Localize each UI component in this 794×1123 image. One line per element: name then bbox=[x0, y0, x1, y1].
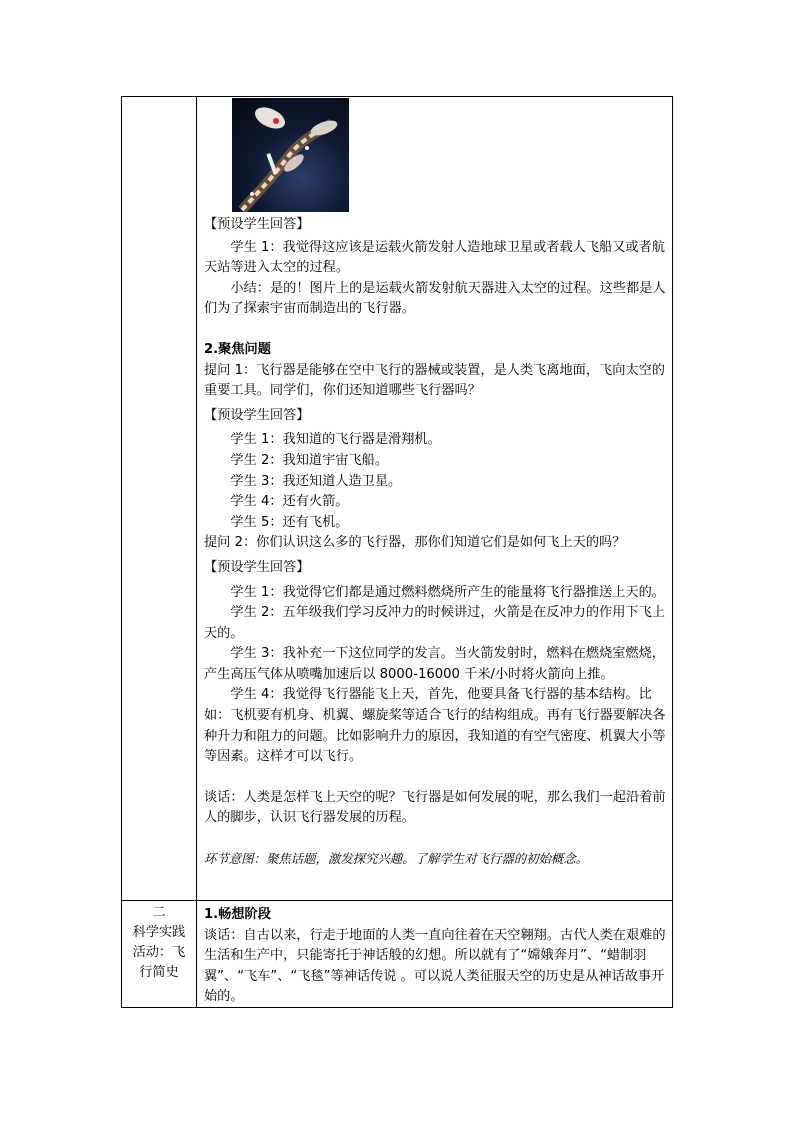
section-title: 2.聚焦问题 bbox=[204, 341, 271, 357]
bottom-content-cell bbox=[204, 905, 666, 1008]
question-text: 提问 1：飞行器是能够在空中飞行的器械或装置，是人类飞离地面，飞向太空的重要工具。同学们，你们还知道哪些飞行器吗？ bbox=[204, 362, 665, 399]
student-answer: 学生 2：五年级我们学习反冲力的时候讲过，火箭是在反冲力的作用下飞上天的。 bbox=[204, 605, 665, 641]
column-divider bbox=[196, 97, 197, 1007]
student-answer: 学生 5：还有飞机。 bbox=[230, 514, 349, 530]
rocket-launch-image bbox=[232, 98, 349, 212]
student-answer: 学生 4：我觉得飞行器能飞上天，首先，他要具备飞行器的基本结构。比如：飞机要有机身、机翼、螺旋桨等适合飞行的结构组成。再有飞行器要解决各种升力和阻力的问题。比如影响升力的原因，我知道的有空气密度、机翼大小等等因素。这样才可以飞行。 bbox=[204, 687, 666, 765]
student-answer: 学生 4：还有火箭。 bbox=[230, 494, 349, 510]
design-intent-note: 环节意图：聚焦话题，激发探究兴趣。了解学生对飞行器的初始概念。 bbox=[204, 851, 589, 867]
summary-text: 小结：是的！图片上的是运载火箭发射航天器进入太空的过程。这些都是人们为了探索宇宙而制造出的飞行器。 bbox=[204, 280, 666, 317]
row-divider bbox=[122, 900, 672, 901]
activity-label-cell bbox=[122, 903, 196, 983]
activity-label-line: 行简史 bbox=[139, 965, 179, 980]
rocket-illustration bbox=[232, 98, 349, 212]
talk-text: 谈话：自古以来，行走于地面的人类一直向往着在天空翱翔。古代人类在艰难的生活和生产中，只能寄托于神话般的幻想。所以就有了“嫦娥奔月”、“蜡制羽翼”、“飞车”、“飞毯”等神话传说 。可以说人类征服天空的历史是从神话故事开始的。 bbox=[204, 927, 666, 1005]
preset-answers-header: 【预设学生回答】 bbox=[204, 407, 310, 423]
talk-text: 谈话：人类是怎样飞上天空的呢？飞行器是如何发展的呢，那么我们一起沿着前人的脚步，认识飞行器发展的历程。 bbox=[204, 789, 666, 826]
student-answer: 学生 1：我觉得这应该是运载火箭发射人造地球卫星或者载人飞船又或者航天站等进入太空的过程。 bbox=[204, 239, 665, 276]
student-answer: 学生 1：我知道的飞行器是滑翔机。 bbox=[230, 432, 441, 448]
top-content-cell bbox=[204, 215, 666, 870]
student-answer: 学生 2：我知道宇宙飞船。 bbox=[230, 452, 389, 468]
activity-label-line: 科学实践 bbox=[132, 925, 186, 940]
preset-answers-header: 【预设学生回答】 bbox=[204, 217, 310, 232]
preset-answers-header: 【预设学生回答】 bbox=[204, 559, 310, 575]
lesson-table bbox=[121, 96, 673, 1008]
stage-title: 1.畅想阶段 bbox=[204, 907, 271, 922]
student-answer: 学生 3：我还知道人造卫星。 bbox=[230, 473, 402, 489]
activity-label-line: 活动：飞 bbox=[132, 945, 186, 960]
student-answer: 学生 1：我觉得它们都是通过燃料燃烧所产生的能量将飞行器推送上天的。 bbox=[230, 584, 665, 600]
student-answer: 学生 3：我补充一下这位同学的发言。当火箭发射时，燃料在燃烧室燃烧，产生高压气体从喷嘴加速后以 8000-16000 千米/小时将火箭向上推。 bbox=[204, 646, 665, 682]
section-number: 二 bbox=[152, 905, 166, 920]
question-text: 提问 2：你们认识这么多的飞行器，那你们知道它们是如何飞上天的吗？ bbox=[204, 535, 626, 551]
